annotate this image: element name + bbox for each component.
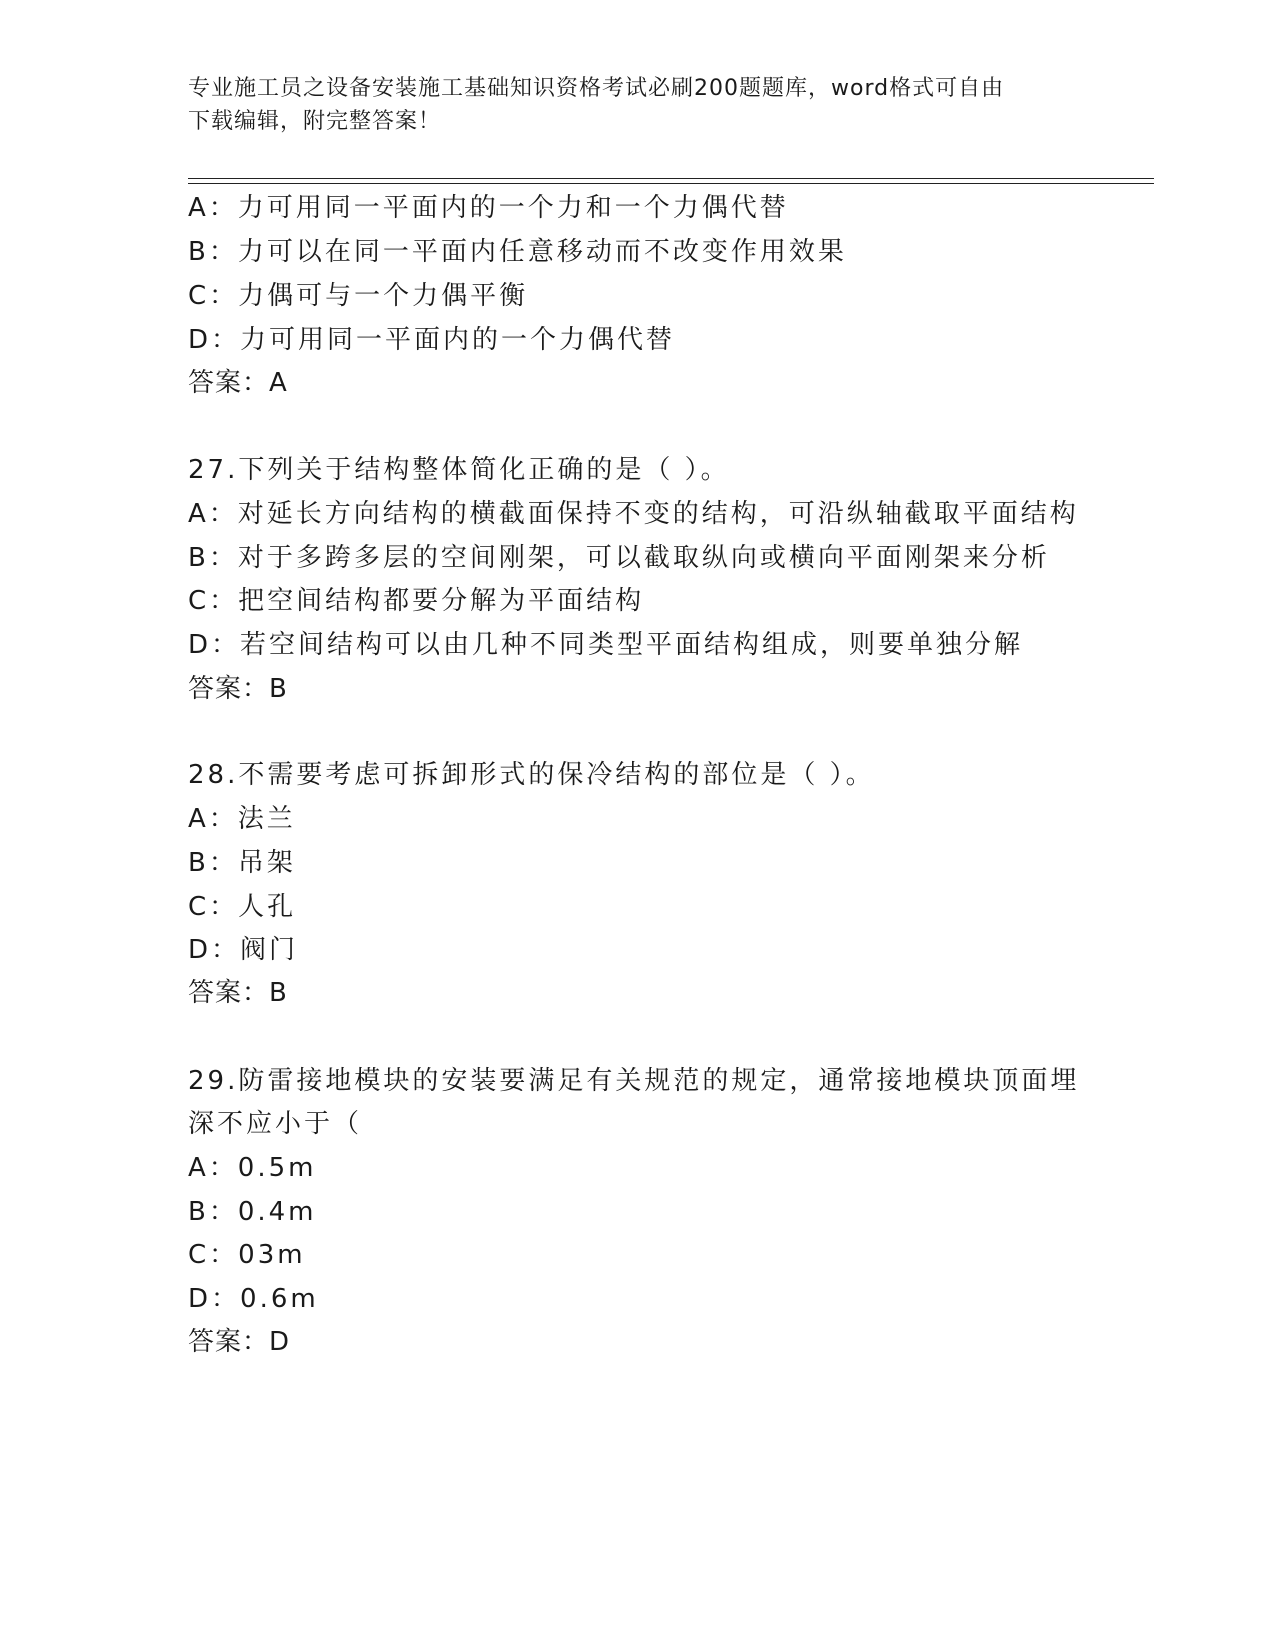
q28-option-d: D：阀门 — [188, 935, 299, 965]
q27-option-b: B：对于多跨多层的空间刚架，可以截取纵向或横向平面刚架来分析 — [188, 543, 1050, 573]
q28-option-a: A：法兰 — [188, 804, 296, 834]
q28-question: 28.不需要考虑可拆卸形式的保冷结构的部位是（ ）。 — [188, 760, 875, 790]
q28-option-c: C：人孔 — [188, 892, 297, 922]
q26-option-c: C：力偶可与一个力偶平衡 — [188, 281, 529, 311]
header-divider-top — [188, 178, 1154, 179]
q26-option-a: A：力可用同一平面内的一个力和一个力偶代替 — [188, 193, 789, 223]
q29-option-d: D：0.6m — [188, 1284, 319, 1314]
q26-answer: 答案：A — [188, 368, 288, 398]
q28-answer: 答案：B — [188, 978, 288, 1008]
q26-option-d: D：力可用同一平面内的一个力偶代替 — [188, 325, 676, 355]
q29-question-line-2: 深不应小于（ — [188, 1109, 363, 1139]
q27-option-d: D：若空间结构可以由几种不同类型平面结构组成，则要单独分解 — [188, 630, 1024, 660]
q27-option-c: C：把空间结构都要分解为平面结构 — [188, 586, 645, 616]
q29-option-c: C：03m — [188, 1240, 306, 1270]
q29-answer: 答案：D — [188, 1327, 291, 1357]
q29-question-line-1: 29.防雷接地模块的安装要满足有关规范的规定，通常接地模块顶面埋 — [188, 1066, 1080, 1096]
header-line-1: 专业施工员之设备安装施工基础知识资格考试必刷200题题库，word格式可自由 — [188, 76, 1005, 101]
q29-option-a: A：0.5m — [188, 1153, 317, 1183]
q29-option-b: B：0.4m — [188, 1197, 317, 1227]
q28-option-b: B：吊架 — [188, 848, 296, 878]
q27-option-a: A：对延长方向结构的横截面保持不变的结构，可沿纵轴截取平面结构 — [188, 499, 1079, 529]
q27-answer: 答案：B — [188, 674, 288, 704]
document-header — [188, 72, 1088, 138]
q26-option-b: B：力可以在同一平面内任意移动而不改变作用效果 — [188, 237, 847, 267]
header-divider-bottom — [188, 183, 1154, 184]
header-line-2: 下载编辑，附完整答案！ — [188, 109, 442, 134]
q27-question: 27.下列关于结构整体简化正确的是（ ）。 — [188, 455, 730, 485]
